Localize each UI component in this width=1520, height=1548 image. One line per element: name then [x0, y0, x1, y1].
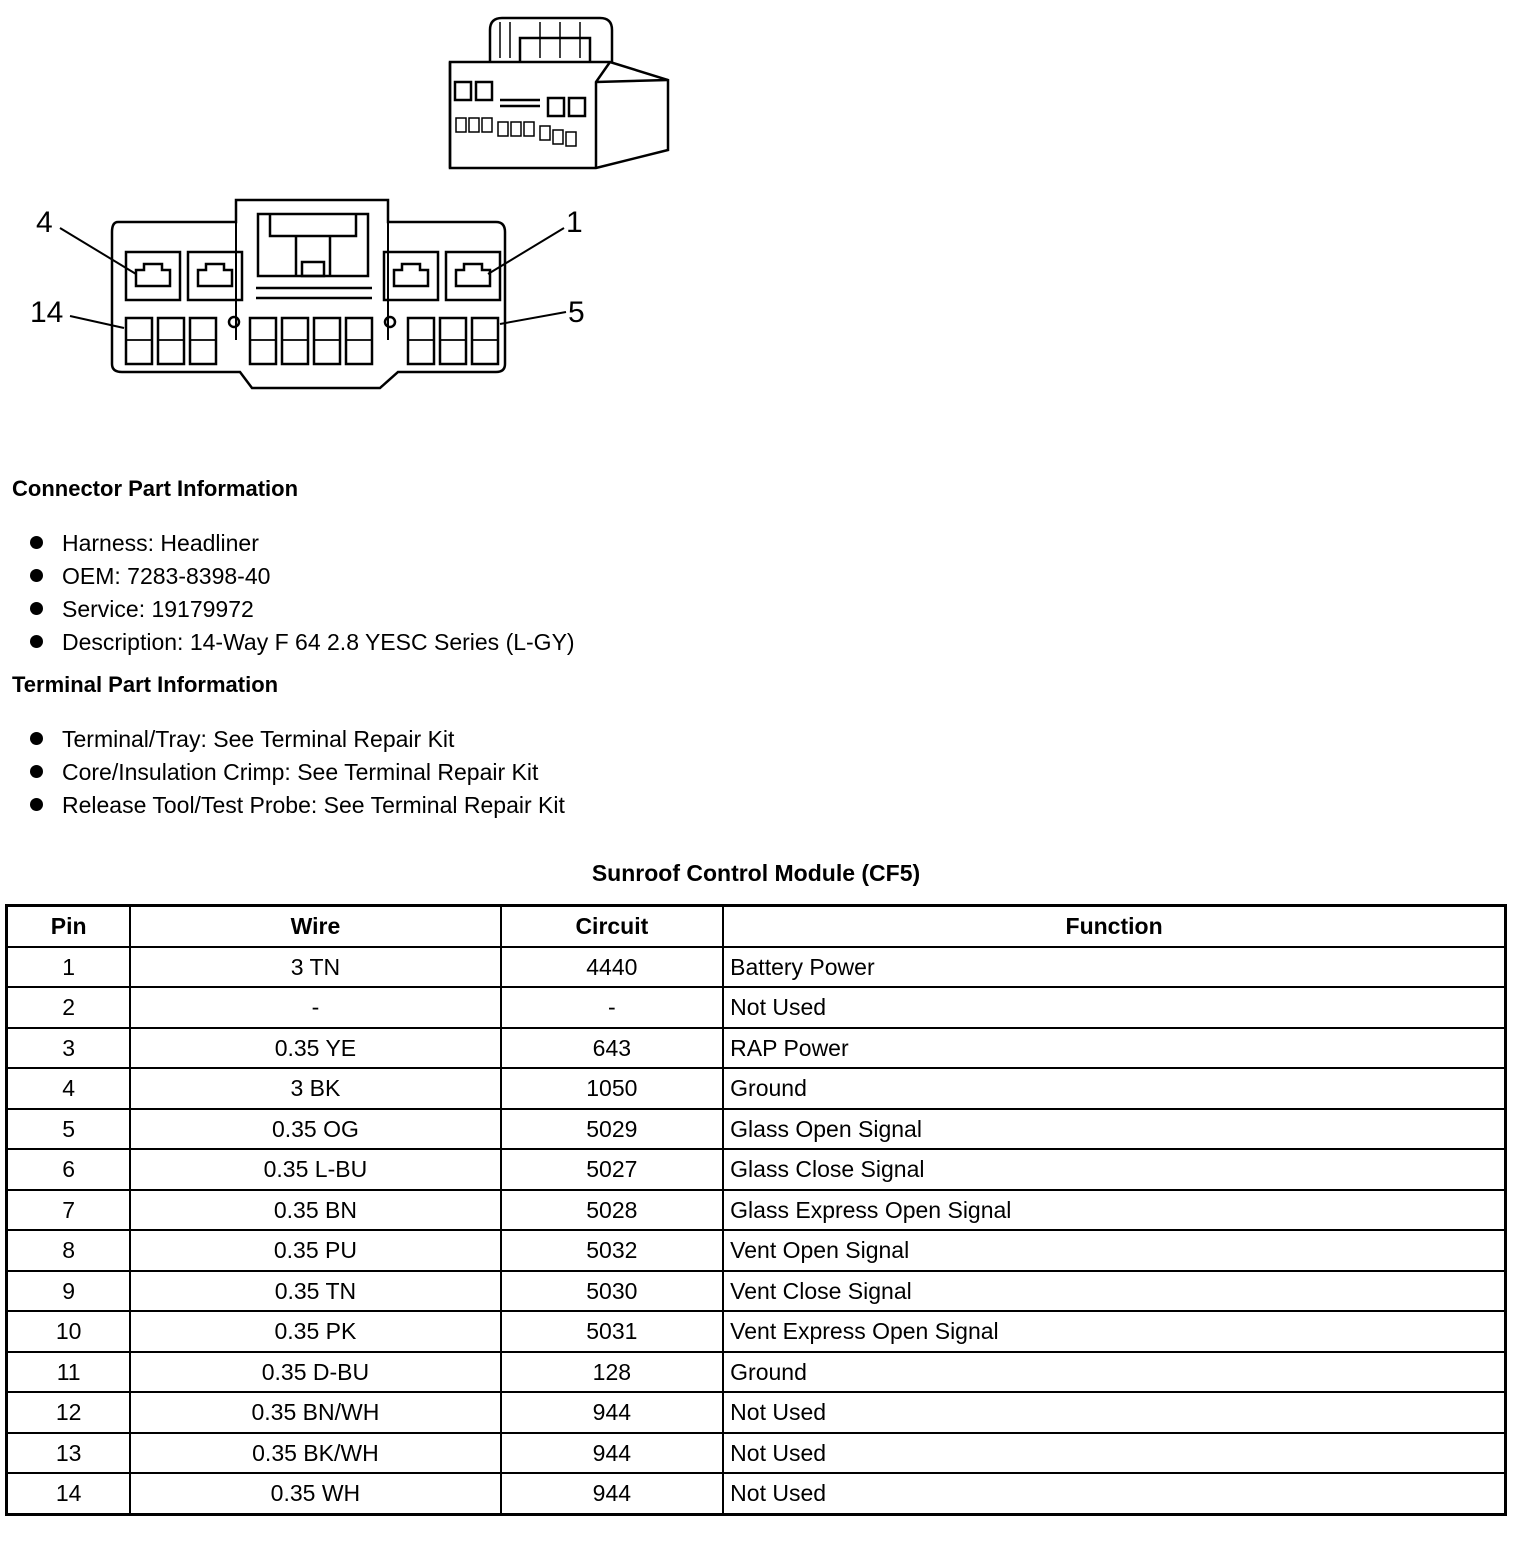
cell-wire: 0.35 D-BU [130, 1352, 500, 1393]
cell-function: RAP Power [723, 1028, 1505, 1069]
pin-label-1: 1 [566, 206, 583, 239]
table-body [7, 947, 1506, 1515]
list-item [28, 724, 565, 757]
pin-table [5, 904, 1507, 1516]
cell-wire: 0.35 PU [130, 1230, 500, 1271]
table-row [7, 1392, 1506, 1433]
cell-pin: 12 [7, 1392, 131, 1433]
cell-wire: 0.35 BN/WH [130, 1392, 500, 1433]
cell-pin: 10 [7, 1311, 131, 1352]
cell-pin: 11 [7, 1352, 131, 1393]
cell-function: Glass Close Signal [723, 1149, 1505, 1190]
table-row [7, 1109, 1506, 1150]
cell-circuit: - [501, 987, 724, 1028]
list-item [28, 528, 575, 561]
cell-function: Battery Power [723, 947, 1505, 988]
cell-pin: 4 [7, 1068, 131, 1109]
cell-wire: - [130, 987, 500, 1028]
bullet-icon [30, 732, 43, 745]
cell-circuit: 944 [501, 1473, 724, 1514]
cell-pin: 5 [7, 1109, 131, 1150]
bullet-icon [30, 798, 43, 811]
cell-pin: 7 [7, 1190, 131, 1231]
cell-wire: 0.35 BN [130, 1190, 500, 1231]
list-item-text: OEM: 7283-8398-40 [62, 563, 271, 589]
cell-pin: 9 [7, 1271, 131, 1312]
list-item-text: Core/Insulation Crimp: See Terminal Repair Kit [62, 759, 539, 785]
cell-pin: 14 [7, 1473, 131, 1514]
cell-pin: 8 [7, 1230, 131, 1271]
table-row [7, 987, 1506, 1028]
bullet-icon [30, 765, 43, 778]
list-item [28, 561, 575, 594]
table-row [7, 947, 1506, 988]
cell-circuit: 944 [501, 1392, 724, 1433]
bullet-icon [30, 602, 43, 615]
table-row [7, 1352, 1506, 1393]
list-item [28, 594, 575, 627]
terminal-info-heading: Terminal Part Information [12, 672, 279, 697]
table-row [7, 1473, 1506, 1514]
cell-wire: 0.35 YE [130, 1028, 500, 1069]
cell-circuit: 944 [501, 1433, 724, 1474]
pin-label-4: 4 [36, 206, 53, 239]
table-row [7, 1230, 1506, 1271]
list-item-text: Description: 14-Way F 64 2.8 YESC Series (L-GY) [62, 629, 575, 655]
cell-pin: 1 [7, 947, 131, 988]
column-header-function: Function [723, 906, 1505, 947]
table-row [7, 1271, 1506, 1312]
cell-function: Ground [723, 1068, 1505, 1109]
cell-circuit: 643 [501, 1028, 724, 1069]
bullet-icon [30, 635, 43, 648]
cell-circuit: 5028 [501, 1190, 724, 1231]
cell-wire: 3 TN [130, 947, 500, 988]
connector-info-list [28, 528, 575, 660]
connector-front-view [112, 200, 505, 388]
cell-wire: 0.35 TN [130, 1271, 500, 1312]
cell-pin: 13 [7, 1433, 131, 1474]
list-item [28, 627, 575, 660]
cell-function: Glass Express Open Signal [723, 1190, 1505, 1231]
cell-function: Vent Open Signal [723, 1230, 1505, 1271]
list-item-text: Harness: Headliner [62, 530, 259, 556]
cell-wire: 0.35 BK/WH [130, 1433, 500, 1474]
table-row [7, 1190, 1506, 1231]
list-item [28, 790, 565, 823]
pin-label-5: 5 [568, 296, 585, 329]
cell-function: Not Used [723, 1473, 1505, 1514]
cell-function: Not Used [723, 1392, 1505, 1433]
cell-circuit: 5030 [501, 1271, 724, 1312]
bullet-icon [30, 569, 43, 582]
list-item-text: Release Tool/Test Probe: See Terminal Repair Kit [62, 792, 565, 818]
connector-info-heading: Connector Part Information [12, 476, 299, 501]
cell-function: Ground [723, 1352, 1505, 1393]
cell-wire: 0.35 PK [130, 1311, 500, 1352]
cell-wire: 3 BK [130, 1068, 500, 1109]
cell-wire: 0.35 L-BU [130, 1149, 500, 1190]
table-header-row [7, 906, 1506, 947]
cell-pin: 3 [7, 1028, 131, 1069]
cell-pin: 6 [7, 1149, 131, 1190]
cell-function: Glass Open Signal [723, 1109, 1505, 1150]
cell-circuit: 128 [501, 1352, 724, 1393]
table-row [7, 1028, 1506, 1069]
table-row [7, 1433, 1506, 1474]
cell-circuit: 5032 [501, 1230, 724, 1271]
cell-circuit: 4440 [501, 947, 724, 988]
bullet-icon [30, 536, 43, 549]
connector-drawing [0, 0, 700, 440]
cell-circuit: 5027 [501, 1149, 724, 1190]
cell-circuit: 1050 [501, 1068, 724, 1109]
pin-label-14: 14 [30, 296, 64, 329]
table-row [7, 1149, 1506, 1190]
column-header-wire: Wire [130, 906, 500, 947]
cell-wire: 0.35 WH [130, 1473, 500, 1514]
cell-circuit: 5029 [501, 1109, 724, 1150]
list-item-text: Service: 19179972 [62, 596, 254, 622]
list-item-text: Terminal/Tray: See Terminal Repair Kit [62, 726, 455, 752]
cell-pin: 2 [7, 987, 131, 1028]
cell-wire: 0.35 OG [130, 1109, 500, 1150]
table-caption: Sunroof Control Module (CF5) [591, 860, 921, 886]
cell-function: Vent Express Open Signal [723, 1311, 1505, 1352]
cell-function: Not Used [723, 987, 1505, 1028]
connector-diagram [0, 0, 700, 440]
table-row [7, 1311, 1506, 1352]
cell-function: Not Used [723, 1433, 1505, 1474]
table-row [7, 1068, 1506, 1109]
terminal-info-list [28, 724, 565, 823]
list-item [28, 757, 565, 790]
cell-circuit: 5031 [501, 1311, 724, 1352]
cell-function: Vent Close Signal [723, 1271, 1505, 1312]
column-header-circuit: Circuit [501, 906, 724, 947]
connector-isometric-view [450, 18, 668, 168]
column-header-pin: Pin [7, 906, 131, 947]
